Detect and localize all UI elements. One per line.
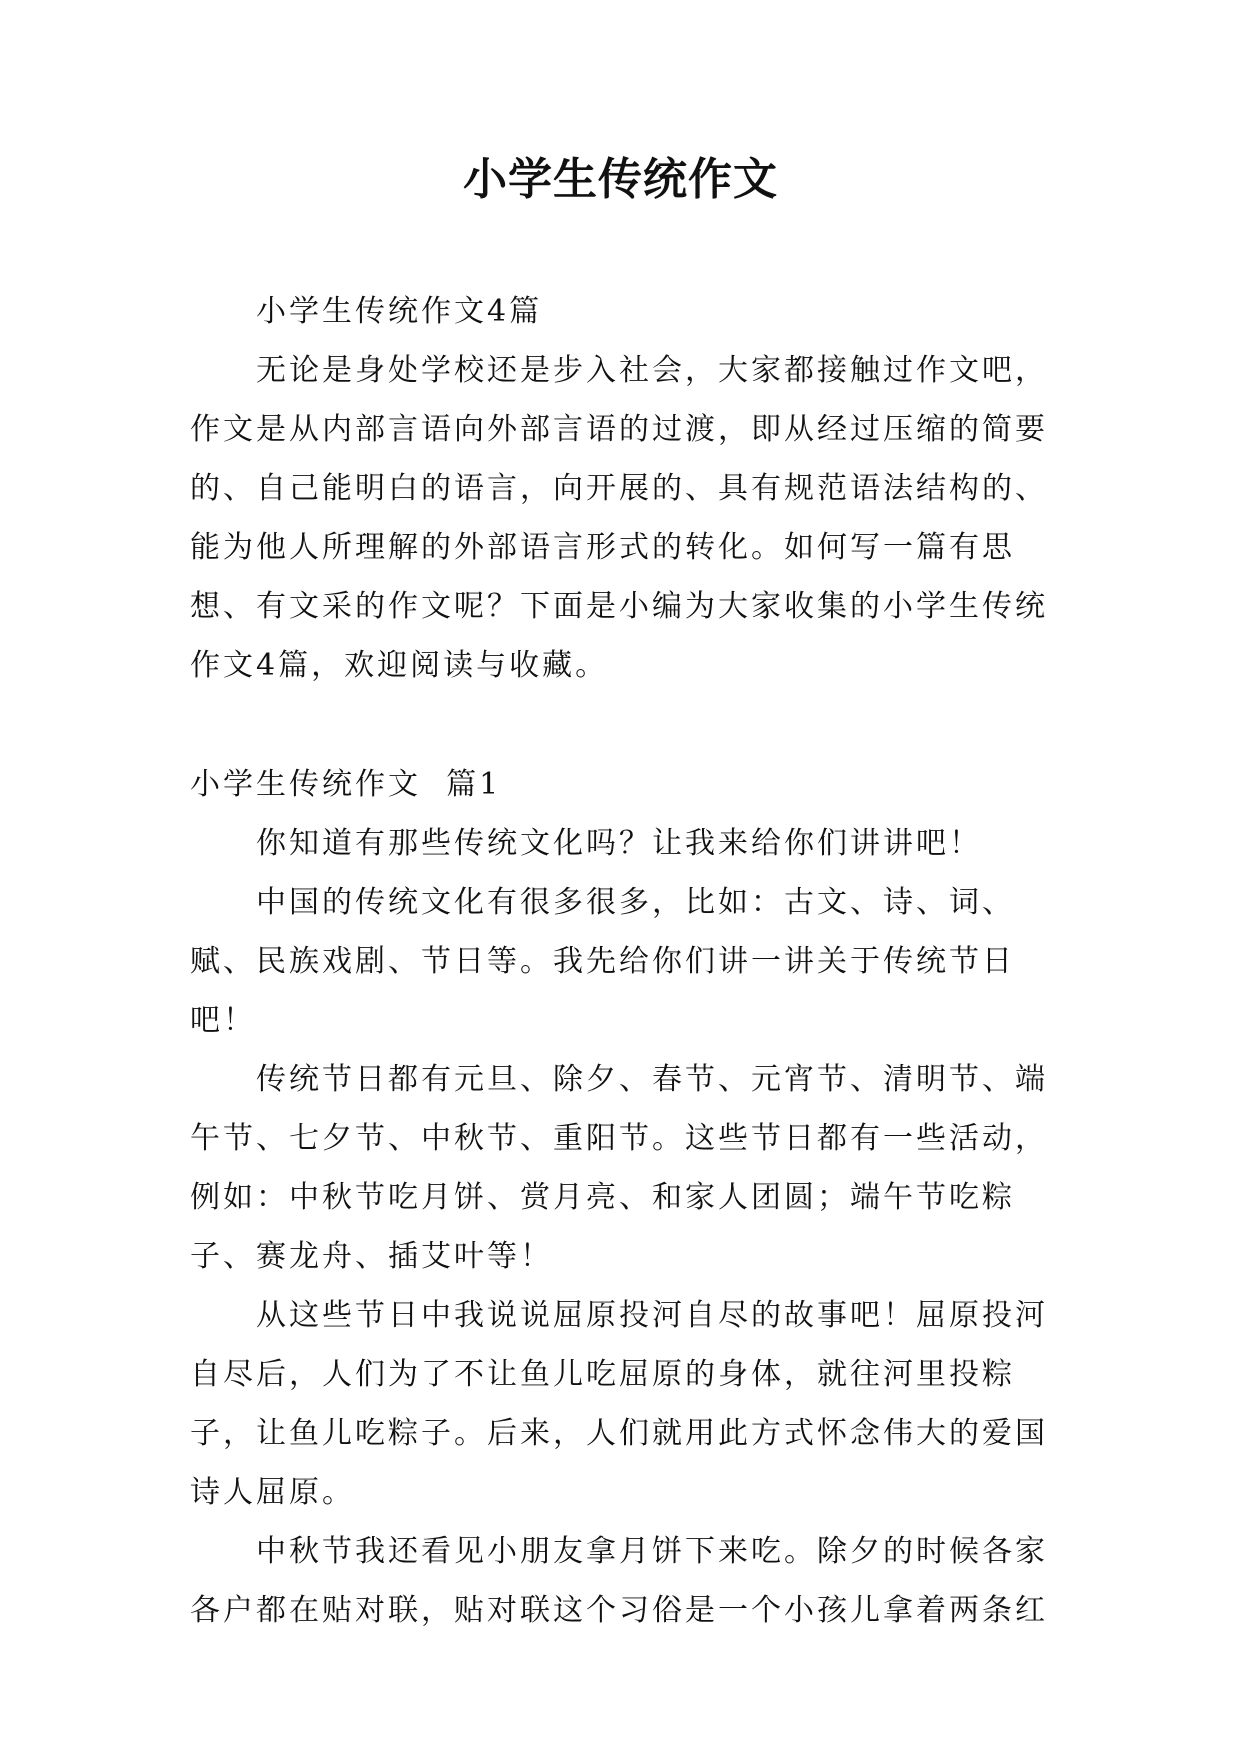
document-title: 小学生传统作文 xyxy=(463,154,778,205)
paragraph: 中秋节我还看见小朋友拿月饼下来吃。除夕的时候各家各户都在贴对联，贴对联这个习俗是一个小孩儿拿着两条红 xyxy=(190,1534,1048,1628)
intro-heading: 小学生传统作文4篇 xyxy=(256,294,543,329)
paragraph: 从这些节日中我说说屈原投河自尽的故事吧！屈原投河自尽后，人们为了不让鱼儿吃屈原的身体，就往河里投粽子，让鱼儿吃粽子。后来，人们就用此方式怀念伟大的爱国诗人屈原。 xyxy=(190,1298,1048,1510)
paragraph: 传统节日都有元旦、除夕、春节、元宵节、清明节、端午节、七夕节、中秋节、重阳节。这些节日都有一些活动，例如：中秋节吃月饼、赏月亮、和家人团圆；端午节吃粽子、赛龙舟、插艾叶等！ xyxy=(190,1062,1048,1274)
intro-paragraph: 无论是身处学校还是步入社会，大家都接触过作文吧，作文是从内部言语向外部言语的过渡，即从经过压缩的简要的、自己能明白的语言，向开展的、具有规范语法结构的、能为他人所理解的外部语言形式的转化。如何写一篇有思想、有文采的作文呢？下面是小编为大家收集的小学生传统作文4篇，欢迎阅读与收藏。 xyxy=(190,353,1048,683)
document-body xyxy=(190,282,1068,1640)
paragraph: 中国的传统文化有很多很多，比如：古文、诗、词、赋、民族戏剧、节日等。我先给你们讲一讲关于传统节日吧！ xyxy=(190,885,1015,1038)
paragraph: 你知道有那些传统文化吗？让我来给你们讲讲吧！ xyxy=(256,826,982,861)
section-heading: 小学生传统作文 篇1 xyxy=(190,767,502,802)
